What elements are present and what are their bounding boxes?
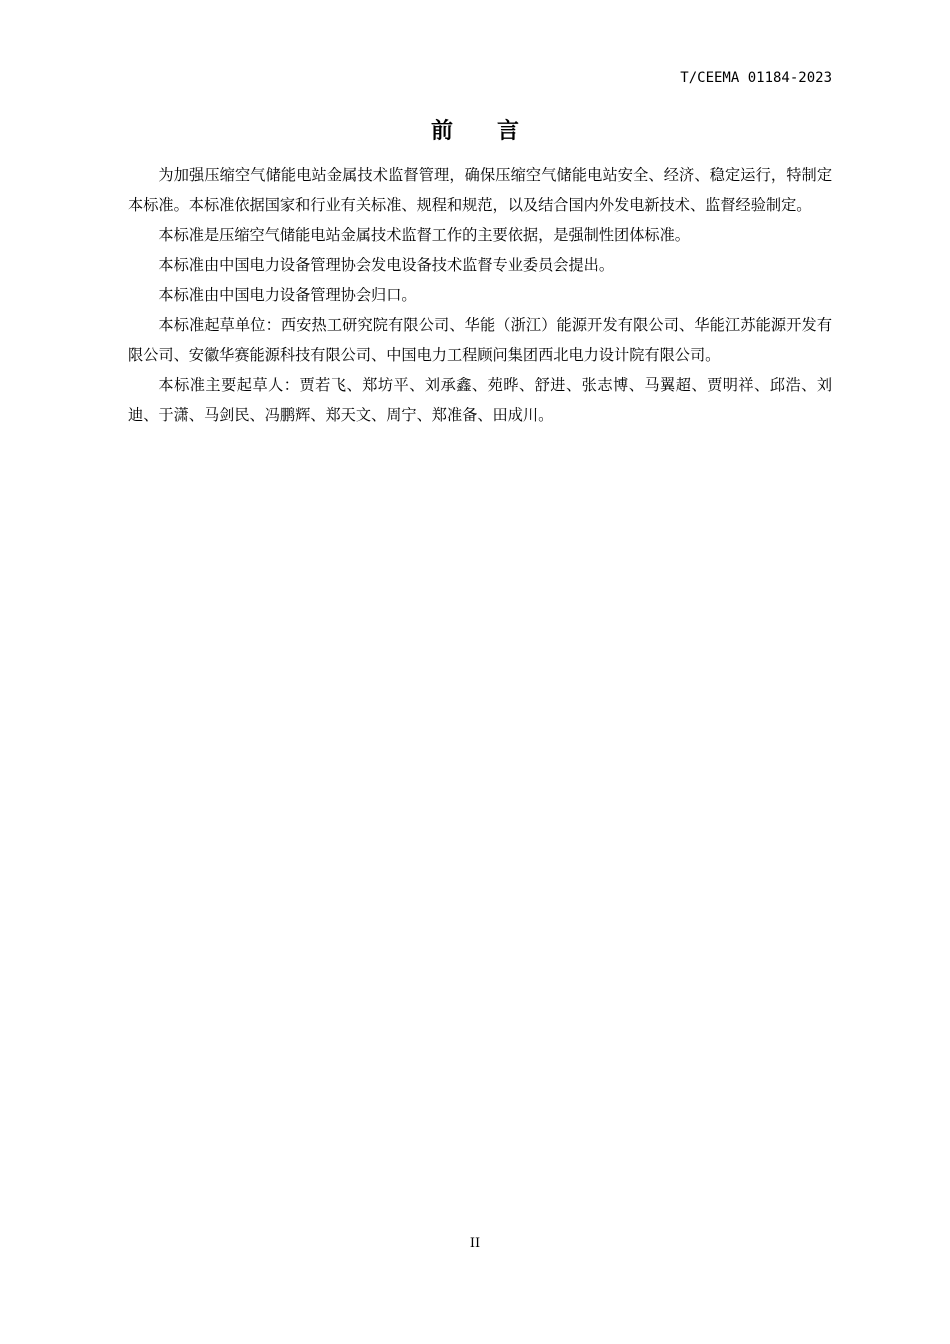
title-char-1: 前: [430, 119, 453, 144]
document-code: T/CEEMA 01184-2023: [680, 70, 832, 86]
page-number: II: [469, 1236, 481, 1251]
paragraph-purpose: 为加强压缩空气储能电站金属技术监督管理，确保压缩空气储能电站安全、经济、稳定运行，特制定本标准。本标准依据国家和行业有关标准、规程和规范，以及结合国内外发电新技术、监督经验制定。: [128, 166, 832, 214]
paragraph-basis: 本标准是压缩空气储能电站金属技术监督工作的主要依据，是强制性团体标准。: [158, 226, 690, 244]
paragraph-proposer: 本标准由中国电力设备管理协会发电设备技术监督专业委员会提出。: [158, 256, 615, 274]
paragraph-drafting-units: 本标准起草单位：西安热工研究院有限公司、华能（浙江）能源开发有限公司、华能江苏能源开发有限公司、安徽华赛能源科技有限公司、中国电力工程顾问集团西北电力设计院有限公司。: [128, 316, 832, 364]
paragraph-drafters: 本标准主要起草人：贾若飞、郑坊平、刘承鑫、苑晔、舒进、张志博、马翼超、贾明祥、邱浩、刘迪、于潇、马剑民、冯鹏辉、郑天文、周宁、郑准备、田成川。: [128, 376, 832, 424]
page-title: [0, 114, 950, 145]
title-char-2: 言: [497, 119, 520, 144]
foreword-body: [128, 160, 832, 430]
paragraph-centralized: 本标准由中国电力设备管理协会归口。: [158, 286, 417, 304]
